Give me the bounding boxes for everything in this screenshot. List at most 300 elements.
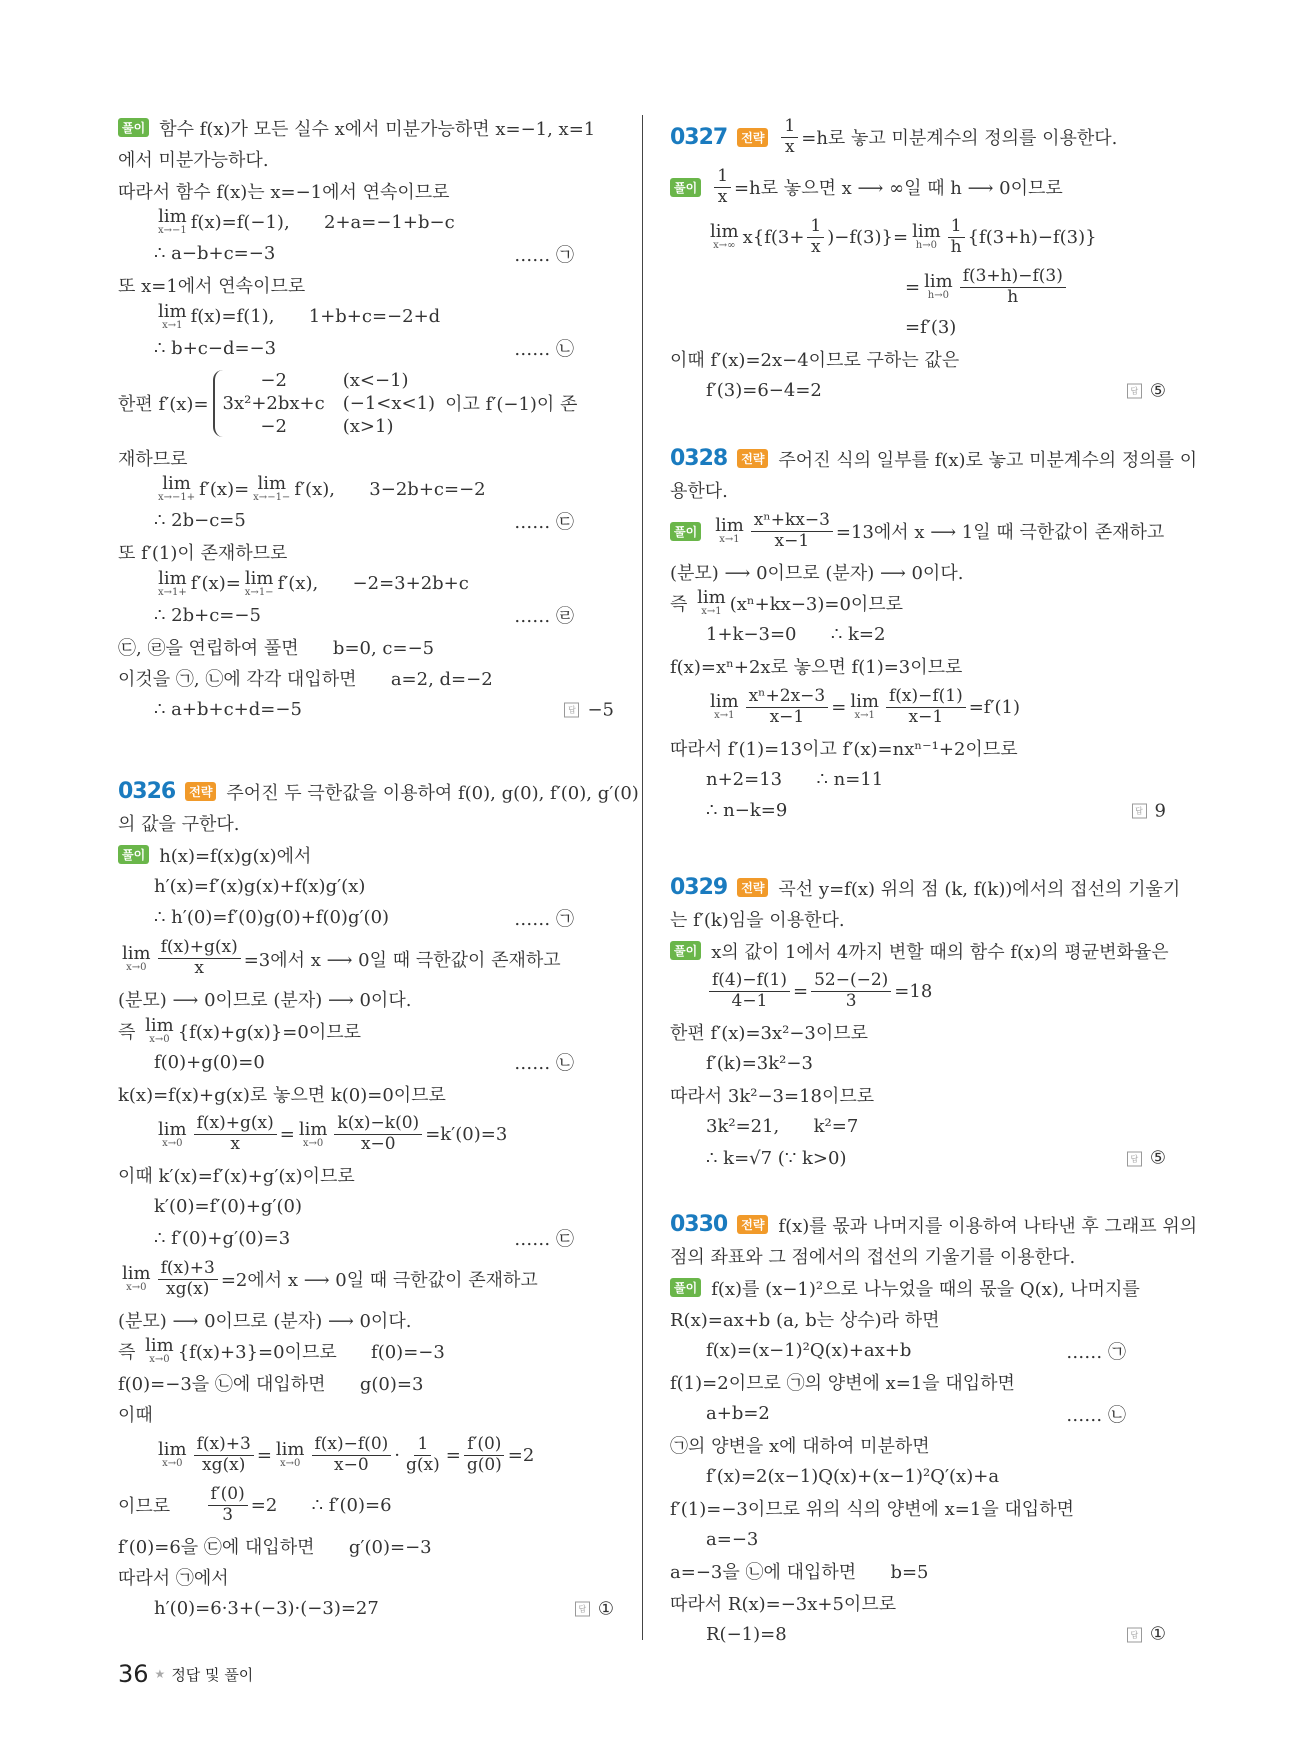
text-segment: 재하므로 [118,448,188,470]
limit-operator [715,517,744,545]
lim-subscript: x→0 [149,1033,170,1045]
numerator: 1 [807,217,824,238]
text-line [670,732,1166,764]
fraction [208,1485,248,1525]
lim-label: lim [145,1014,174,1036]
text-line [118,694,614,726]
lim-subscript: x→1 [719,534,740,545]
text-segment: =f′(3) [905,317,957,339]
text-line [118,175,614,207]
limit-operator [158,475,195,503]
case-condition: (−1<x<1) [342,392,436,414]
text-segment: R(−1)=8 [706,1623,787,1645]
strategy-badge: 전략 [737,128,768,147]
text-segment: f(x)=xⁿ+2x로 놓으면 f(1)=3이므로 [670,657,963,679]
text-line [118,1078,614,1110]
text-line [670,651,1166,683]
solution-badge: 풀이 [670,1278,701,1297]
denominator: xg(x) [202,1454,246,1475]
text-line [118,1015,614,1047]
limit-operator [158,1441,187,1469]
text-line [118,839,614,871]
limit-operator [276,1441,305,1469]
text-line [670,1461,1166,1493]
numerator: f(3+h)−f(3) [960,267,1066,288]
text-line [670,1209,1198,1241]
answer-box-icon: 답 [564,703,579,718]
text-segment: h(x)=f(x)g(x)에서 [159,845,312,867]
text-line [670,1524,1166,1556]
text-segment: a=−3을 ㉡에 대입하면 b=5 [670,1562,929,1584]
text-segment: k′(0)=f′(0)+g′(0) [154,1196,303,1218]
limit-operator [697,589,726,617]
text-line [670,262,1166,312]
lim-label: lim [122,1263,151,1284]
text-segment: f(0)=−3을 ㉡에 대입하면 g(0)=3 [118,1373,424,1395]
solution-badge: 풀이 [670,941,701,960]
lim-subscript: x→1− [244,586,274,598]
text-segment: 이고 f′(−1)이 존 [445,394,578,415]
text-line [118,505,614,537]
text-line [670,1587,1166,1619]
lim-label: lim [122,942,151,964]
text-segment: f′(1)=−3이므로 위의 식의 양변에 x=1을 대입하면 [670,1499,1074,1521]
text-segment: f(1)=2이므로 ㉠의 양변에 x=1을 대입하면 [670,1373,1015,1395]
text-segment: R(x)=ax+b (a, b는 상수)라 하면 [670,1310,940,1332]
answer-value: 9 [1154,800,1166,822]
limit-operator [253,475,290,503]
limit-operator [145,1337,174,1365]
case-expression: 3x²+2bx+c [222,392,325,414]
lim-label: lim [257,473,287,495]
fraction [807,217,824,257]
text-segment: 의 값을 구한다. [118,814,240,836]
limit-operator [710,223,739,251]
lim-subscript: h→0 [915,240,937,251]
case-condition: (x<−1) [342,369,409,391]
column-divider [642,115,643,1640]
fraction [158,938,241,978]
fraction [158,1259,218,1299]
answer [564,699,614,720]
lim-subscript: x→0 [162,1458,183,1469]
text-line [118,1367,614,1399]
text-segment: f′(3)=6−4=2 [706,380,822,402]
problem-number: 0326 [118,779,176,805]
text-segment: {f(x)+g(x)}=0이므로 [177,1021,361,1043]
numerator: xⁿ+kx−3 [751,511,833,532]
text-segment: ∴ k=√7 (∵ k>0) [706,1147,847,1169]
answer-value: ⑤ [1149,380,1166,402]
text-segment: ∴ 2b+c=−5 [154,604,261,626]
equation-marker: …… ㉣ [514,606,574,628]
answer-value: −5 [587,699,614,721]
lim-subscript: x→1+ [158,586,187,598]
text-segment: h′(0)=6·3+(−3)·(−3)=27 [154,1598,379,1620]
text-segment: 이때 k′(x)=f′(x)+g′(x)이므로 [118,1166,355,1188]
equation-marker: …… ㉢ [514,511,574,533]
text-line [118,238,614,270]
numerator: f(x)+g(x) [194,1114,277,1135]
text-line [670,312,1166,344]
text-segment: ∴ h′(0)=f′(0)g(0)+f(0)g′(0) [154,907,390,929]
text-line [118,808,614,840]
lim-label: lim [912,221,941,242]
text-segment: 이것을 ㉠, ㉡에 각각 대입하면 a=2, d=−2 [118,669,493,691]
text-segment: n+2=13 ∴ n=11 [706,768,884,790]
text-segment: )−f(3)}= [827,226,909,248]
text-line [670,1556,1166,1588]
denominator: 3 [845,991,857,1011]
numerator: xⁿ+2x−3 [746,687,829,708]
denominator: x−1 [769,706,805,727]
equation-marker: …… ㉠ [514,244,574,266]
text-segment: f′(k)=3k²−3 [706,1053,813,1075]
numerator: f(x)+3 [158,1259,218,1280]
text-segment: 즉 [670,594,694,616]
text-line [670,506,1166,556]
text-line [670,556,1166,588]
case-condition: (x>1) [342,415,394,437]
text-segment: a=−3 [706,1529,759,1551]
strategy-badge: 전략 [737,1215,768,1234]
text-line [118,871,614,903]
text-line [118,1047,614,1079]
text-line [118,1562,614,1594]
text-line [118,442,614,474]
text-line [670,443,1198,475]
case-expression: −2 [260,369,287,391]
text-line [118,776,639,808]
numerator: f(x)+g(x) [158,938,241,959]
lim-subscript: x→−1+ [158,492,196,504]
text-segment: =13에서 x ⟶ 1일 때 극한값이 존재하고 [835,522,1165,543]
text-segment: (분모) ⟶ 0이므로 (분자) ⟶ 0이다. [118,1310,412,1332]
text-segment: 용한다. [670,481,728,503]
text-line [670,475,1166,507]
text-segment: 이때 [118,1405,153,1427]
fraction [746,687,829,727]
text-segment: 또 f′(1)이 존재하므로 [118,543,288,565]
text-segment: 한편 f′(x)=3x²−3이므로 [670,1023,869,1045]
equation-marker: …… ㉠ [1066,1341,1126,1363]
text-line [118,474,614,506]
numerator: f′(0) [208,1485,248,1506]
equation-marker: …… ㉡ [514,339,574,361]
denominator: x [811,236,821,257]
denominator: x [194,958,204,978]
text-segment: 3k²=21, k²=7 [706,1116,859,1138]
lim-subscript: x→−1− [253,492,291,504]
text-segment: f′(x), −2=3+2b+c [277,573,469,595]
text-segment: =h로 놓고 미분계수의 정의를 이용한다. [801,128,1118,149]
lim-label: lim [715,515,744,536]
case-expression: −2 [260,415,287,437]
text-line [670,1272,1166,1304]
text-segment: = [279,1124,295,1145]
text-segment: a+b=2 [706,1403,770,1425]
lim-label: lim [145,1335,174,1357]
text-line [118,207,614,239]
text-line [670,967,1166,1017]
fraction [709,971,790,1011]
text-segment: =h로 놓으면 x ⟶ ∞일 때 h ⟶ 0이므로 [734,178,1063,199]
piecewise-cases [213,370,436,437]
denominator: h [950,236,962,257]
limit-operator [158,208,187,236]
answer [1132,800,1166,821]
text-line [118,984,614,1016]
text-segment: ㉠의 양변을 x에 대하여 미분하면 [670,1436,930,1458]
limit-operator [924,273,953,301]
text-segment: ㉢, ㉣을 연립하여 풀면 b=0, c=−5 [118,637,435,659]
fraction [948,217,965,257]
answer [575,1598,614,1619]
text-segment: 이때 f′(x)=2x−4이므로 구하는 값은 [670,350,960,372]
answer-value: ① [597,1598,614,1620]
lim-subscript: x→1 [162,319,183,331]
text-line [118,1336,614,1368]
numerator: k(x)−k(0) [334,1114,422,1135]
strategy-badge: 전략 [737,878,768,897]
answer-box-icon: 답 [575,1602,590,1617]
text-line [670,1619,1166,1651]
text-segment: ∴ f′(0)+g′(0)=3 [154,1227,291,1249]
text-line [670,375,1166,407]
text-segment: 는 f′(k)임을 이용한다. [670,910,845,932]
lim-subscript: x→1 [714,710,735,721]
text-line [670,588,1166,620]
text-line [118,1430,614,1480]
text-line [670,1241,1166,1273]
lim-label: lim [158,1118,187,1140]
text-line [118,301,614,333]
text-segment: (분모) ⟶ 0이므로 (분자) ⟶ 0이다. [670,562,964,584]
text-line [118,537,614,569]
numerator: f(x)+3 [194,1435,254,1456]
fraction [312,1435,392,1475]
numerator: 1 [414,1435,431,1456]
solution-0325 [118,112,614,726]
text-segment: · [394,1444,400,1466]
text-segment: =2 [507,1444,535,1466]
text-line [118,1110,614,1160]
lim-subscript: x→0 [302,1137,324,1149]
text-line [118,1254,614,1304]
text-segment: =18 [894,981,933,1002]
text-segment: f′(x)= [199,478,250,500]
numerator: f(x)−f(0) [312,1435,392,1456]
text-line [118,1223,614,1255]
text-line [670,1111,1166,1143]
denominator: xg(x) [166,1278,210,1299]
denominator: x−0 [334,1454,369,1475]
text-segment: 따라서 3k²−3=18이므로 [670,1086,875,1108]
problem-number: 0328 [670,446,728,472]
problem-number: 0327 [670,124,728,150]
numerator: 1 [714,167,731,188]
answer-value: ⑤ [1149,1147,1166,1169]
denominator: x−0 [360,1134,396,1154]
lim-subscript: x→∞ [713,240,736,251]
fraction [811,971,891,1011]
lim-subscript: x→1 [701,606,722,618]
problem-number: 0330 [670,1212,728,1238]
text-line [670,1017,1166,1049]
text-segment: ∴ a+b+c+d=−5 [154,699,302,721]
text-segment: 1+k−3=0 ∴ k=2 [706,624,886,646]
text-segment: 즉 [118,1021,142,1043]
equation-marker: …… ㉢ [514,1229,574,1251]
fraction [960,267,1066,307]
text-segment: f(x)를 몫과 나머지를 이용하여 나타낸 후 그래프 위의 [778,1215,1198,1237]
text-segment: =f′(1) [968,696,1021,718]
lim-subscript: x→−1 [158,225,187,237]
limit-operator [158,300,187,331]
text-line [118,1399,614,1431]
text-segment: =k′(0)=3 [425,1124,508,1145]
page-footer [118,1660,253,1688]
text-line [118,1593,614,1625]
denominator: x [230,1134,240,1154]
solution-0327 [670,112,1166,407]
limit-operator [158,1118,187,1149]
limit-operator [710,693,739,721]
text-line [118,1191,614,1223]
denominator: g(0) [466,1454,502,1475]
text-segment: k(x)=f(x)+g(x)로 놓으면 k(0)=0이므로 [118,1084,446,1106]
limit-operator [912,223,941,251]
text-segment: = [256,1444,272,1466]
limit-operator [122,942,151,973]
lim-label: lim [244,567,274,589]
answer-box-icon: 답 [1127,1151,1142,1166]
answer-box-icon: 답 [1127,384,1142,399]
lim-label: lim [158,1439,187,1460]
solution-0329 [670,872,1181,1174]
text-segment: 이므로 [118,1496,205,1517]
text-segment: ∴ n−k=9 [706,800,788,822]
denominator: x−1 [774,530,810,551]
text-line [670,872,1181,904]
text-line [118,1160,614,1192]
problem-number: 0329 [670,875,728,901]
denominator: 4−1 [731,991,768,1011]
text-segment: h′(x)=f′(x)g(x)+f(x)g′(x) [154,875,366,897]
text-segment: 주어진 식의 일부를 f(x)로 놓고 미분계수의 정의를 이 [778,449,1198,471]
numerator: f(x)−f(1) [886,687,966,708]
lim-label: lim [924,271,953,292]
text-segment: =3에서 x ⟶ 0일 때 극한값이 존재하고 [243,949,561,971]
solution-0330 [670,1209,1198,1650]
lim-subscript: x→0 [126,1282,147,1293]
text-line [670,1430,1166,1462]
text-line [118,1480,614,1530]
lim-label: lim [710,691,739,712]
text-segment: 함수 f(x)가 모든 실수 x에서 미분가능하면 x=−1, x=1 [159,118,596,140]
answer-box-icon: 답 [1127,1627,1142,1642]
answer-box-icon: 답 [1132,804,1147,819]
text-segment: f′(x), 3−2b+c=−2 [294,478,486,500]
equation-marker: …… ㉡ [1066,1404,1126,1426]
numerator: 52−(−2) [811,971,891,992]
footer-label: 정답 및 풀이 [171,1665,254,1684]
text-line [670,212,1166,262]
text-line [670,1048,1166,1080]
denominator: h [1007,286,1019,307]
text-line [670,344,1166,376]
text-line [118,631,614,663]
text-segment: 따라서 f′(1)=13이고 f′(x)=nxⁿ⁻¹+2이므로 [670,738,1018,760]
text-line [118,568,614,600]
text-line [118,112,614,144]
text-segment: 곡선 y=f(x) 위의 점 (k, f(k))에서의 접선의 기울기 [778,878,1181,900]
text-segment: {f(x)+3}=0이므로 f(0)=−3 [177,1342,445,1364]
text-line [118,934,614,984]
limit-operator [158,567,187,598]
text-line [670,1080,1166,1112]
numerator: 1 [781,117,798,138]
lim-subscript: h→0 [927,290,949,301]
text-segment: f′(x)=2(x−1)Q(x)+(x−1)²Q′(x)+a [706,1466,1000,1488]
text-line [670,935,1169,967]
text-line [670,1304,1166,1336]
text-line [670,112,1166,162]
text-line [118,663,614,695]
text-segment: 한편 f′(x)= [118,394,209,415]
text-line [670,682,1166,732]
text-segment: =2 ∴ f′(0)=6 [250,1494,392,1516]
denominator: x [785,136,795,157]
text-line [670,1143,1166,1175]
text-line [118,1304,614,1336]
text-line [670,619,1166,651]
strategy-badge: 전략 [737,449,768,468]
fraction [886,687,966,727]
fraction [464,1435,505,1475]
text-segment: 에서 미분가능하다. [118,150,269,172]
text-line [670,795,1166,827]
text-segment: 따라서 ㉠에서 [118,1568,229,1590]
lim-subscript: x→0 [280,1458,301,1469]
solution-badge: 풀이 [670,178,701,197]
lim-label: lim [158,567,187,589]
page-number: 36 [118,1660,149,1688]
answer [1127,380,1166,401]
limit-operator [244,567,274,598]
solution-0326 [118,776,639,1625]
text-line [670,764,1166,796]
fraction [403,1435,443,1475]
lim-subscript: x→0 [126,961,147,973]
text-segment: (xⁿ+kx−3)=0이므로 [729,594,904,616]
text-segment: ∴ 2b−c=5 [154,510,246,532]
answer [1127,1148,1166,1169]
text-line [118,600,614,632]
text-segment: = [905,276,921,298]
text-line [670,1493,1166,1525]
text-segment: = [793,981,809,1002]
fraction [781,117,798,157]
fraction [751,511,833,551]
text-segment: f′(x)= [190,573,241,595]
denominator: x [717,186,728,207]
text-segment: ∴ a−b+c=−3 [154,243,276,265]
text-segment: = [445,1444,461,1466]
text-segment: x{f(3+ [742,226,805,248]
text-segment: 즉 [118,1342,142,1364]
numerator: f(4)−f(1) [709,971,790,992]
